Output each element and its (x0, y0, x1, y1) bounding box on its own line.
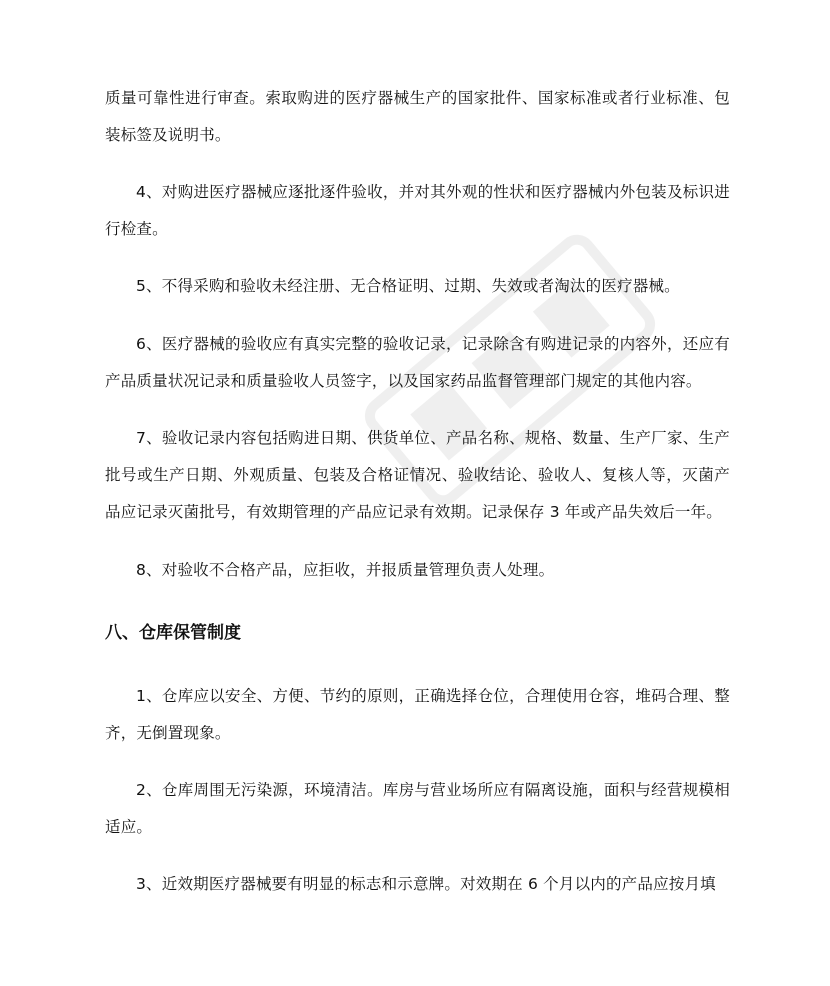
paragraph-item-8: 8、对验收不合格产品，应拒收，并报质量管理负责人处理。 (136, 561, 555, 579)
section-paragraph-2: 2、仓库周围无污染源，环境清洁。库房与营业场所应有隔离设施，面积与经营规模相适应。 (105, 781, 730, 836)
paragraph-item-5: 5、不得采购和验收未经注册、无合格证明、过期、失效或者淘汰的医疗器械。 (136, 277, 680, 295)
paragraph-item-7: 7、验收记录内容包括购进日期、供货单位、产品名称、规格、数量、生产厂家、生产批号或生产日期、外观质量、包装及合格证情况、验收结论、验收人、复核人等，灭菌产品应记录灭菌批号，有效期管理的产品应记录有效期。记录保存 3 年或产品失效后一年。 (105, 429, 730, 521)
section-paragraph-1: 1、仓库应以安全、方便、节约的原则，正确选择仓位，合理使用仓容，堆码合理、整齐，无倒置现象。 (105, 687, 730, 742)
paragraph-item-4: 4、对购进医疗器械应逐批逐件验收，并对其外观的性状和医疗器械内外包装及标识进行检查。 (105, 183, 730, 238)
section-paragraph-3: 3、近效期医疗器械要有明显的标志和示意牌。对效期在 6 个月以内的产品应按月填 (136, 875, 716, 893)
paragraph-item-6: 6、医疗器械的验收应有真实完整的验收记录，记录除含有购进记录的内容外，还应有产品质量状况记录和质量验收人员签字，以及国家药品监督管理部门规定的其他内容。 (105, 335, 730, 390)
paragraph-continuation: 质量可靠性进行审查。索取购进的医疗器械生产的国家批件、国家标准或者行业标准、包装标签及说明书。 (105, 89, 730, 144)
section-heading: 八、仓库保管制度 (105, 623, 241, 643)
